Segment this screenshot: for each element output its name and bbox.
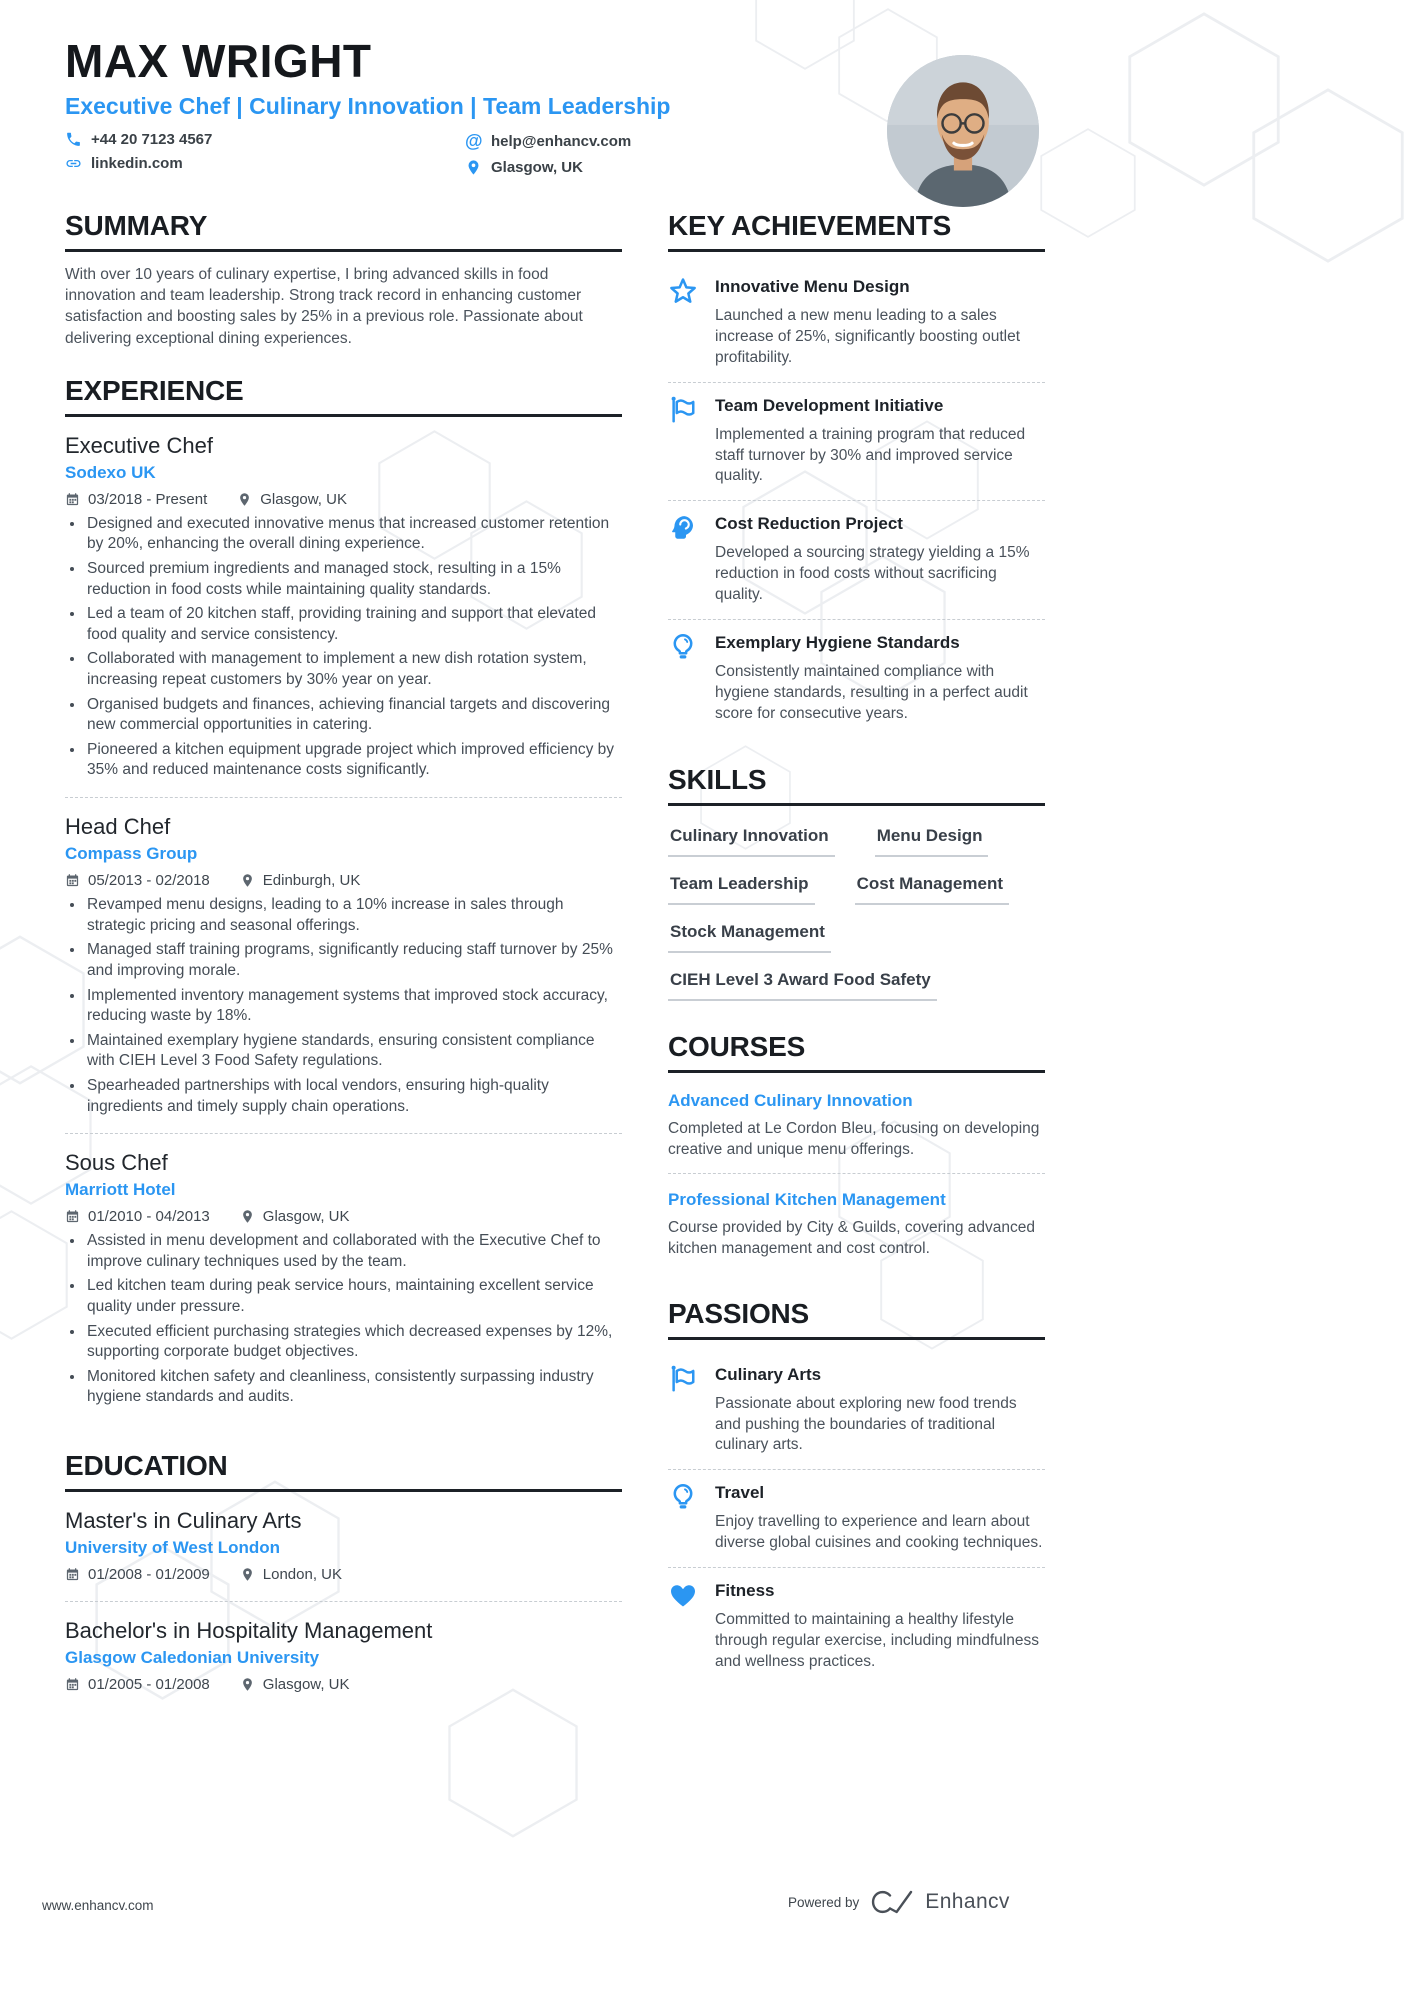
bullet-point: • Led kitchen team during peak service hours, maintaining excellent service quality under pressure. — [85, 1276, 622, 1317]
person-name: MAX WRIGHT — [65, 35, 372, 87]
job-location — [237, 491, 347, 508]
date-text: 03/2018 - Present — [88, 490, 208, 508]
bullet-point: • Executed efficient purchasing strategies which decreased expenses by 12%, supporting corporate budget objectives. — [85, 1322, 622, 1363]
degree-location — [240, 1676, 350, 1693]
achievements-section — [668, 210, 1045, 738]
card-title: Cost Reduction Project — [715, 514, 903, 534]
at-icon: @ — [465, 130, 483, 151]
achievements-list — [668, 264, 1045, 738]
card-title: Travel — [715, 1483, 765, 1503]
date-range — [65, 872, 210, 889]
summary-text: With over 10 years of culinary expertise, I bring advanced skills in food innovation and team leadership. Strong track record in enhancing customer satisfaction and boosting sales by 25% in a previous role. Passionate about delivering exceptional dining experiences. — [65, 265, 583, 347]
date-range — [65, 1676, 210, 1693]
card-body — [715, 1579, 1045, 1673]
card-title: Team Development Initiative — [715, 395, 944, 415]
experience-section — [65, 375, 622, 1424]
degree-meta — [65, 1566, 622, 1583]
course-title: Professional Kitchen Management — [668, 1189, 946, 1209]
footer-branding[interactable] — [788, 1888, 1010, 1916]
contact-phone[interactable] — [65, 131, 465, 148]
skill-tag: CIEH Level 3 Award Food Safety — [668, 970, 937, 1001]
card-body — [715, 394, 1045, 488]
card-title: Innovative Menu Design — [715, 276, 910, 296]
job-title: Sous Chef — [65, 1150, 168, 1176]
location-pin-icon — [240, 1567, 255, 1582]
date-text: 01/2010 - 04/2013 — [88, 1208, 210, 1226]
company-name: Marriott Hotel — [65, 1180, 176, 1200]
location-text: London, UK — [262, 1566, 343, 1584]
location-text: Glasgow, UK — [262, 1676, 350, 1694]
bullet-point: • Maintained exemplary hygiene standards, ensuring consistent compliance with CIEH Level 3 Food Safety regulations. — [85, 1031, 622, 1072]
summary-heading: SUMMARY — [65, 210, 622, 252]
bullet-point: • Monitored kitchen safety and cleanliness, consistently surpassing industry hygiene standards and audits. — [85, 1367, 622, 1408]
card-body — [715, 275, 1045, 369]
skill-tag: Menu Design — [875, 826, 989, 857]
brand-name: Enhancv — [925, 1890, 1010, 1913]
calendar-icon — [65, 1209, 80, 1224]
flag-icon — [668, 1363, 700, 1457]
contact-location — [465, 159, 631, 176]
experience-item — [65, 810, 622, 1134]
bullet-point: • Revamped menu designs, leading to a 10% increase in sales through strategic pricing and seasonal offerings. — [85, 895, 622, 936]
calendar-icon — [65, 492, 80, 507]
job-location — [240, 1208, 350, 1225]
person-headline: Executive Chef | Culinary Innovation | Team Leadership — [65, 92, 671, 119]
education-item — [65, 1614, 622, 1711]
skills-section — [668, 764, 1045, 1005]
card-text: Implemented a training program that reduced staff turnover by 30% and improved service quality. — [715, 425, 1026, 485]
courses-list — [668, 1085, 1045, 1272]
skill-tag: Cost Management — [855, 874, 1009, 905]
content-columns — [65, 210, 1045, 1737]
location-text: Glasgow, UK — [262, 1208, 350, 1226]
job-location — [240, 872, 361, 889]
profile-photo — [887, 55, 1039, 207]
card-text: Developed a sourcing strategy yielding a 15% reduction in food costs without sacrificing quality. — [715, 544, 1030, 604]
courses-heading: COURSES — [668, 1031, 1045, 1073]
calendar-icon — [65, 1677, 80, 1692]
heart-icon — [668, 1579, 700, 1673]
calendar-icon — [65, 1567, 80, 1582]
company-name: Sodexo UK — [65, 462, 156, 482]
date-range — [65, 1566, 210, 1583]
card-text: Launched a new menu leading to a sales increase of 25%, significantly boosting outlet profitability. — [715, 306, 1021, 366]
passions-heading: PASSIONS — [668, 1298, 1045, 1340]
phone-icon — [65, 131, 82, 148]
degree-meta — [65, 1676, 622, 1693]
date-range — [65, 1208, 210, 1225]
card-item — [668, 620, 1045, 738]
card-title: Exemplary Hygiene Standards — [715, 633, 960, 653]
school-name: Glasgow Caledonian University — [65, 1648, 320, 1668]
courses-section — [668, 1031, 1045, 1272]
phone-number: +44 20 7123 4567 — [91, 130, 213, 148]
location-text: Glasgow, UK — [260, 490, 347, 508]
bullet-point: • Designed and executed innovative menus that increased customer retention by 20%, enhancing the overall dining experience. — [85, 514, 622, 555]
skill-tag: Team Leadership — [668, 874, 815, 905]
card-body — [715, 1481, 1045, 1554]
degree-title: Master's in Culinary Arts — [65, 1508, 302, 1534]
passions-list — [668, 1352, 1045, 1686]
education-section — [65, 1450, 622, 1711]
link-icon — [65, 155, 82, 172]
job-bullets — [65, 514, 622, 781]
date-text: 05/2013 - 02/2018 — [88, 872, 210, 890]
contact-email[interactable] — [465, 131, 631, 152]
bullet-point: • Assisted in menu development and collaborated with the Executive Chef to improve culinary techniques used by the team. — [85, 1231, 622, 1272]
bullet-point: • Collaborated with management to implement a new dish rotation system, increasing repeat customers by 30% year on year. — [85, 649, 622, 690]
job-meta — [65, 491, 622, 508]
card-body — [715, 512, 1045, 606]
hexagon-decoration — [1040, 128, 1136, 238]
left-column — [65, 210, 622, 1737]
location-pin-icon — [240, 1209, 255, 1224]
course-item — [668, 1184, 1045, 1272]
course-item — [668, 1085, 1045, 1174]
job-bullets — [65, 895, 622, 1117]
location-pin-icon — [465, 159, 482, 176]
achievements-heading: KEY ACHIEVEMENTS — [668, 210, 1045, 252]
skill-tag: Culinary Innovation — [668, 826, 835, 857]
hexagon-decoration — [1252, 88, 1404, 263]
enhancv-logo-icon — [869, 1888, 915, 1916]
skills-list — [668, 818, 1045, 1005]
location-text: Glasgow, UK — [491, 158, 583, 176]
location-pin-icon — [240, 1677, 255, 1692]
course-title: Advanced Culinary Innovation — [668, 1090, 913, 1110]
bullet-point: • Spearheaded partnerships with local vendors, ensuring high-quality ingredients and timely supply chain operations. — [85, 1076, 622, 1117]
bullet-point: • Implemented inventory management systems that improved stock accuracy, reducing waste by 18%. — [85, 986, 622, 1027]
skill-tag: Stock Management — [668, 922, 831, 953]
linkedin-text: linkedin.com — [91, 154, 183, 172]
job-title: Executive Chef — [65, 432, 213, 458]
card-body — [715, 1363, 1045, 1457]
bullet-point: • Managed staff training programs, significantly reducing staff turnover by 25% and improving morale. — [85, 940, 622, 981]
date-text: 01/2008 - 01/2009 — [88, 1566, 210, 1584]
bulb-icon — [668, 631, 700, 725]
experience-list — [65, 429, 622, 1424]
company-name: Compass Group — [65, 844, 198, 864]
passions-section — [668, 1298, 1045, 1686]
education-list — [65, 1504, 622, 1711]
card-text: Committed to maintaining a healthy lifestyle through regular exercise, including mindfulness and wellness practices. — [715, 1611, 1039, 1671]
contact-column-right — [465, 131, 631, 176]
date-range — [65, 491, 207, 508]
card-text: Enjoy travelling to experience and learn about diverse global cuisines and cooking techniques. — [715, 1513, 1043, 1552]
card-text: Passionate about exploring new food trends and pushing the boundaries of traditional culinary arts. — [715, 1394, 1017, 1454]
card-item — [668, 1568, 1045, 1686]
resume-page — [65, 35, 1045, 1737]
course-text: Completed at Le Cordon Bleu, focusing on developing creative and unique menu offerings. — [668, 1119, 1040, 1158]
card-body — [715, 631, 1045, 725]
card-text: Consistently maintained compliance with hygiene standards, resulting in a perfect audit score for consecutive years. — [715, 663, 1028, 722]
job-bullets — [65, 1231, 622, 1408]
profile-photo-image — [887, 55, 1039, 207]
card-item — [668, 1470, 1045, 1568]
footer-website[interactable]: www.enhancv.com — [42, 1898, 154, 1913]
bulb-icon — [668, 1481, 700, 1554]
flag-icon — [668, 394, 700, 488]
job-meta — [65, 872, 622, 889]
powered-by-label: Powered by — [788, 1894, 860, 1910]
location-text: Edinburgh, UK — [262, 872, 361, 890]
bullet-point: • Sourced premium ingredients and managed stock, resulting in a 15% reduction in food costs while maintaining quality standards. — [85, 559, 622, 600]
star-icon — [668, 275, 700, 369]
education-item — [65, 1504, 622, 1602]
contact-column-left — [65, 131, 465, 176]
right-column — [668, 210, 1045, 1712]
location-pin-icon — [237, 492, 252, 507]
card-item — [668, 264, 1045, 383]
course-text: Course provided by City & Guilds, covering advanced kitchen management and cost control. — [668, 1218, 1036, 1257]
experience-item — [65, 429, 622, 798]
card-item — [668, 1352, 1045, 1471]
calendar-icon — [65, 873, 80, 888]
skills-heading: SKILLS — [668, 764, 1045, 806]
card-item — [668, 501, 1045, 620]
hexagon-decoration — [0, 1210, 68, 1340]
card-item — [668, 383, 1045, 502]
bullet-point: • Pioneered a kitchen equipment upgrade project which improved efficiency by 35% and reduced maintenance costs significantly. — [85, 740, 622, 781]
card-title: Fitness — [715, 1581, 775, 1601]
school-name: University of West London — [65, 1538, 281, 1558]
location-pin-icon — [240, 873, 255, 888]
head-icon — [668, 512, 700, 606]
contact-linkedin[interactable] — [65, 155, 465, 172]
bullet-point: • Led a team of 20 kitchen staff, providing training and support that elevated food quality and service consistency. — [85, 604, 622, 645]
job-meta — [65, 1208, 622, 1225]
resume-header — [65, 35, 1045, 176]
email-text: help@enhancv.com — [491, 132, 632, 150]
card-title: Culinary Arts — [715, 1364, 822, 1384]
summary-section — [65, 210, 622, 349]
degree-location — [240, 1566, 342, 1583]
degree-title: Bachelor's in Hospitality Management — [65, 1618, 433, 1644]
bullet-point: • Organised budgets and finances, achieving financial targets and discovering new commercial opportunities in catering. — [85, 695, 622, 736]
experience-item — [65, 1146, 622, 1424]
date-text: 01/2005 - 01/2008 — [88, 1676, 210, 1694]
experience-heading: EXPERIENCE — [65, 375, 622, 417]
education-heading: EDUCATION — [65, 1450, 622, 1492]
job-title: Head Chef — [65, 814, 171, 840]
